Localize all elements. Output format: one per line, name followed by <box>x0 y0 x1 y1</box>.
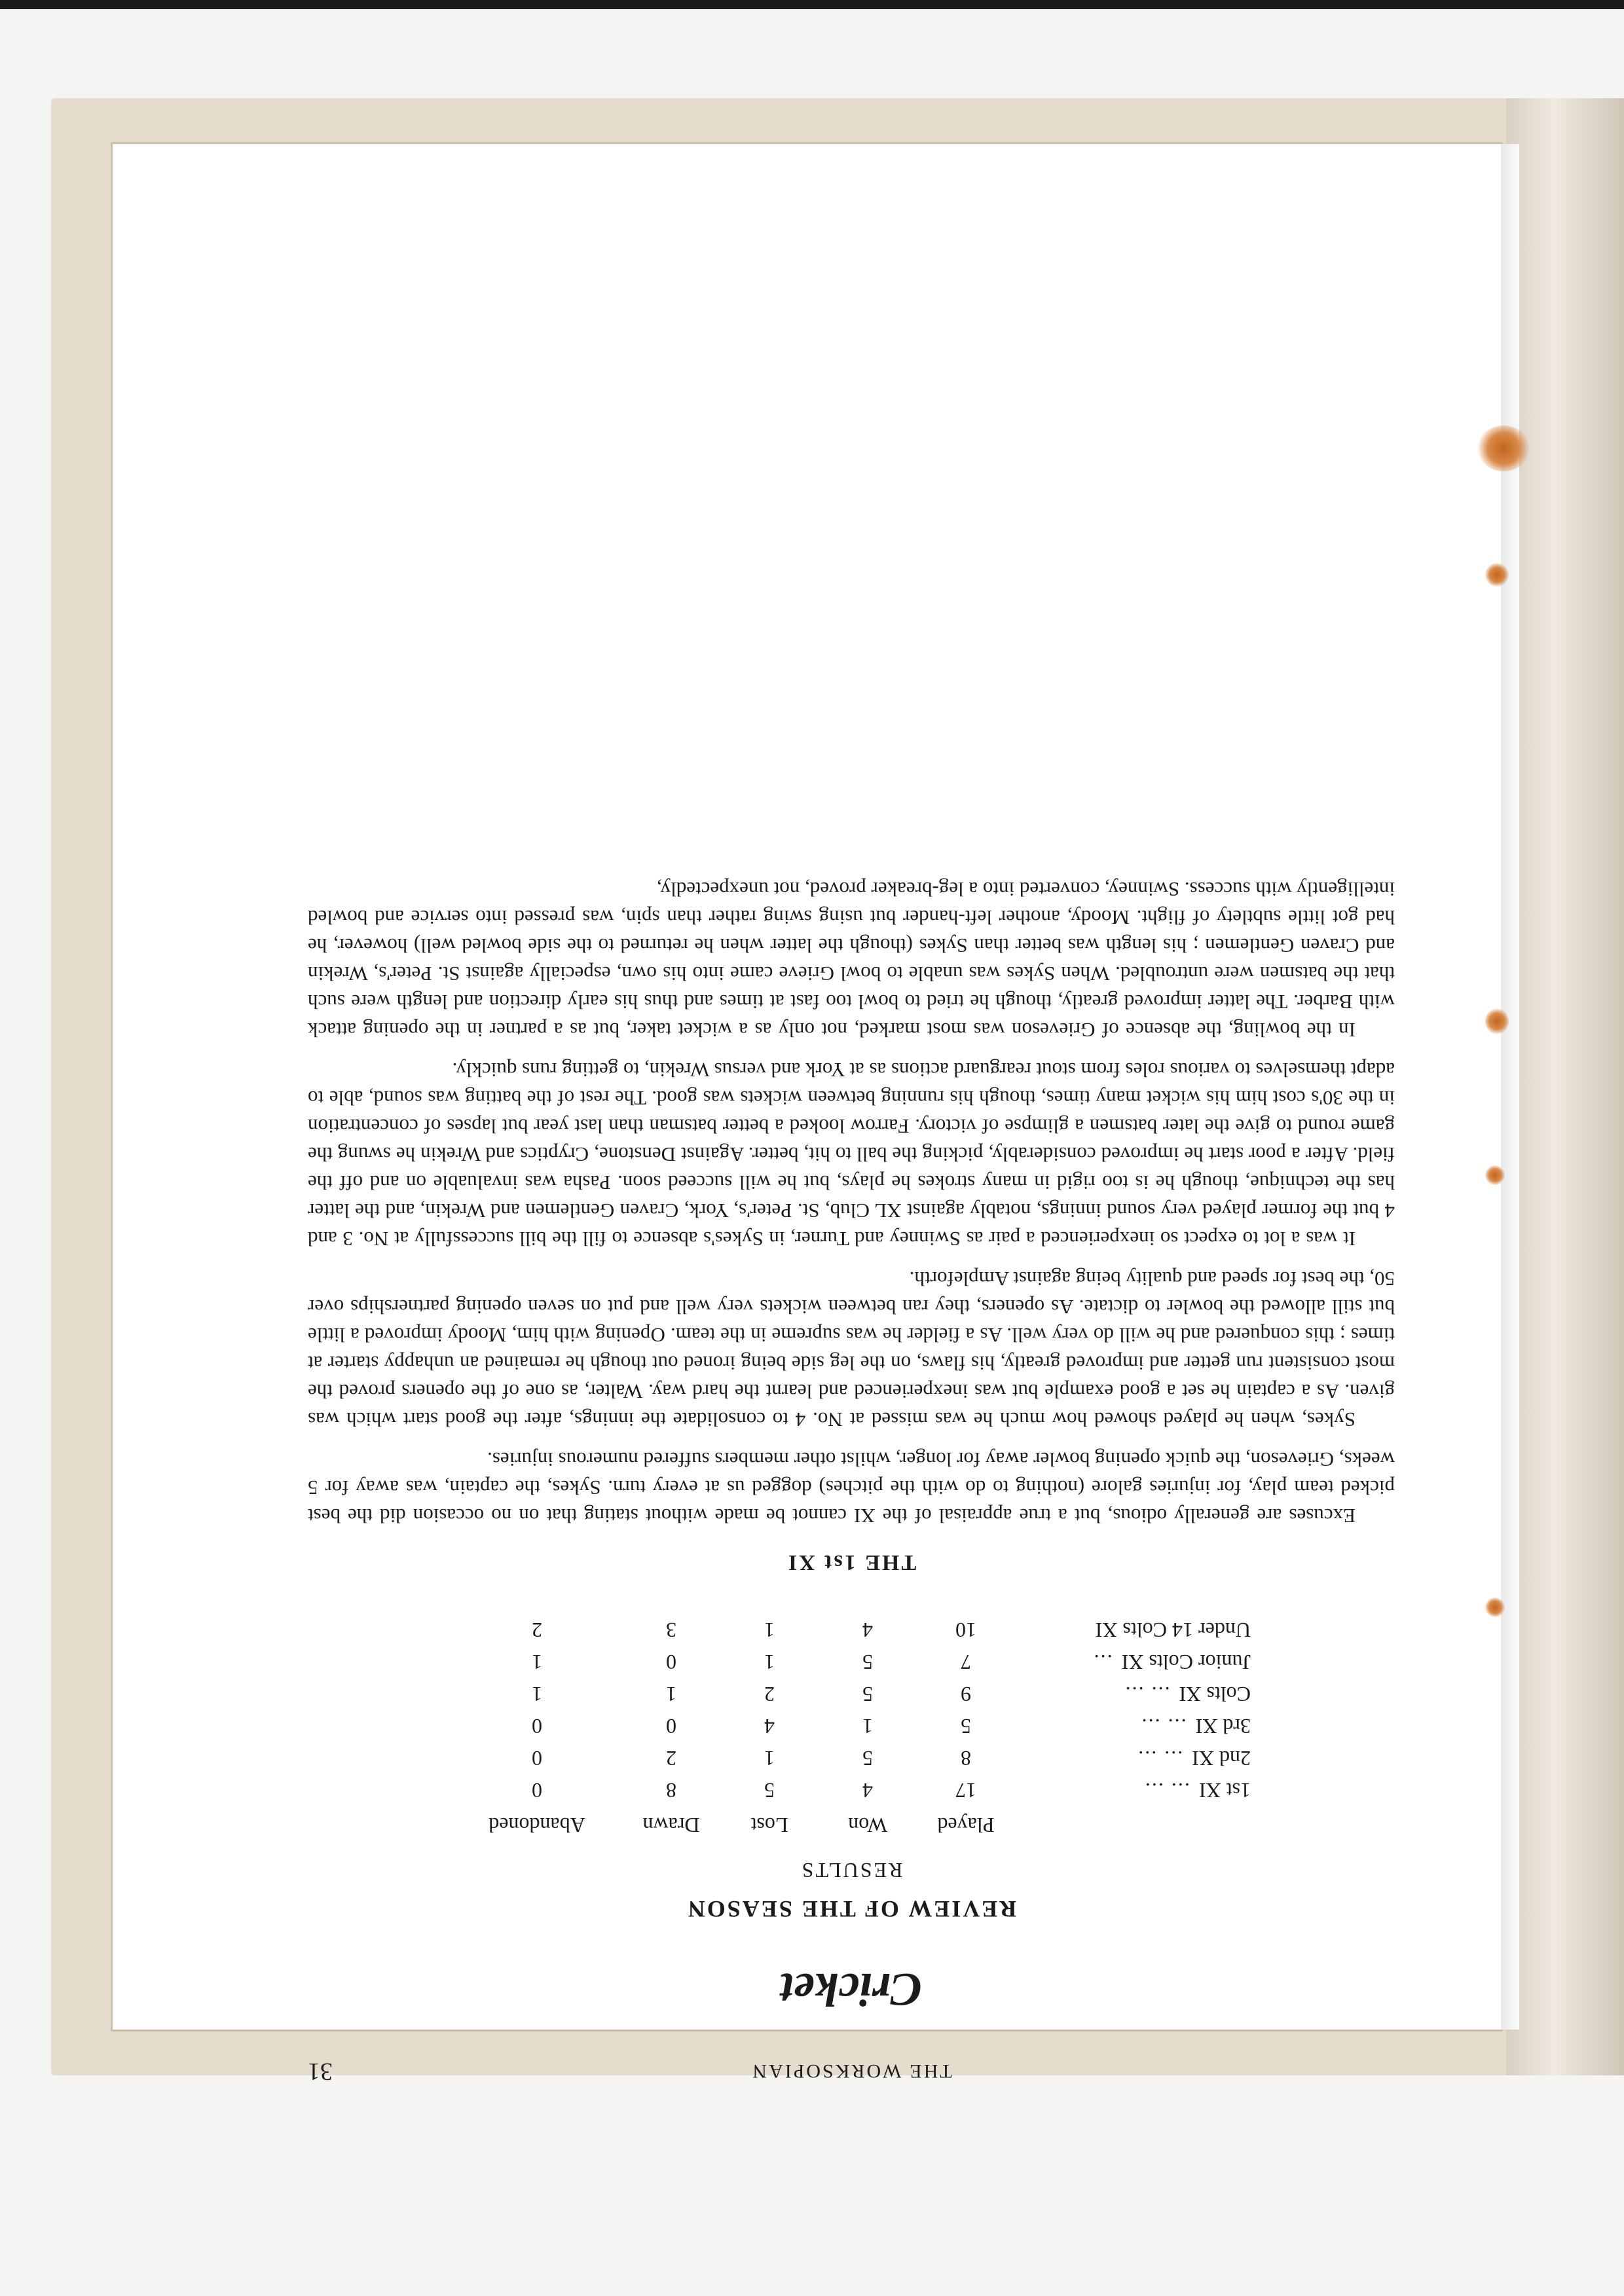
drawn-cell: 0 <box>666 1715 676 1738</box>
drawn-cell: 0 <box>666 1650 676 1674</box>
table-row <box>452 1710 1251 1742</box>
body-paragraph: Sykes, when he played showed how much he was missed at No. 4 to consolidate the innings, after the good start which was given. As a captain he set a good example but was inexperienced and learnt the hard way. Walter, as one of the openers proved the most consistent run getter and improved greatly, his flaws, on the leg side being ironed out though he remained an unhappy starter at times ; this conquered and he will do very well. As a fielder he was supreme in the team. Opening with him, Moody improved a little but still allowed the bowler to dictate. As openers, they ran between wickets very well and put on seven opening partnerships over 50, the best for speed and quality being against Ampleforth. <box>308 1267 1395 1431</box>
results-header-row <box>452 1806 1251 1838</box>
page-number: 31 <box>308 2058 333 2085</box>
won-cell: 5 <box>862 1650 873 1674</box>
column-header: Lost <box>750 1813 788 1837</box>
played-cell: 7 <box>961 1650 971 1674</box>
body-paragraph: It was a lot to expect so inexperienced a pair as Swinney and Turner, in Sykes's absence to fill the bill successfully at No. 3 and 4 but the former played very sound innings, notably against XL Club, St. Peter's, York, Craven Gentlemen and Wrekin, and the latter has the technique, though he is too rigid in many strokes he plays, but he will succeed soon. Pasha was invaluable on and off the field. After a poor start he improved considerably, picking the ball to hit, better. Against Denstone, Cryptics and Wrekin he swung the game round to give the later batsmen a glimpse of victory. Farrow looked a better batsman than last year but lapses of concentration in the 30's cost him his wicket many times, though his running between wickets was good. The rest of the batting was sound, able to adapt themselves to various roles from stout rearguard actions as at York and versus Wrekin, to getting runs quickly. <box>308 1059 1395 1250</box>
abandoned-cell: 0 <box>532 1779 542 1802</box>
abandoned-cell: 0 <box>532 1747 542 1770</box>
won-cell: 4 <box>862 1618 873 1642</box>
column-header: Abandoned <box>489 1813 585 1837</box>
abandoned-cell: 1 <box>532 1650 542 1674</box>
played-cell: 10 <box>955 1618 976 1642</box>
printed-page-upside-down <box>308 367 1395 2085</box>
table-row <box>452 1742 1251 1774</box>
lost-cell: 2 <box>764 1683 775 1706</box>
won-cell: 5 <box>862 1747 873 1770</box>
team-name: Colts XI... ... <box>1124 1683 1251 1706</box>
won-cell: 5 <box>862 1683 873 1706</box>
lost-cell: 5 <box>764 1779 775 1802</box>
played-cell: 9 <box>961 1683 971 1706</box>
played-cell: 8 <box>961 1747 971 1770</box>
rust-stain <box>1485 1165 1505 1185</box>
running-head <box>308 2043 1395 2085</box>
rust-stain <box>1477 426 1530 471</box>
review-heading: REVIEW OF THE SEASON <box>686 1896 1017 1922</box>
drawn-cell: 1 <box>666 1683 676 1706</box>
rust-stain <box>1485 563 1509 587</box>
played-cell: 17 <box>955 1779 976 1802</box>
rust-stain <box>1485 1597 1505 1617</box>
team-name: Junior Colts XI... <box>1092 1650 1251 1674</box>
column-header: Won <box>848 1813 887 1837</box>
lost-cell: 1 <box>764 1747 775 1770</box>
lost-cell: 1 <box>764 1618 775 1642</box>
team-name: 1st XI... ... <box>1143 1779 1251 1802</box>
scan-top-strip <box>0 0 1624 9</box>
played-cell: 5 <box>961 1715 971 1738</box>
body-paragraph: Excuses are generally odious, but a true appraisal of the XI cannot be made without stating that on no occasion did the best picked team play, for injuries galore (nothing to do with the pitches) dogged us at every turn. Sykes, the captain, was away for 5 weeks, Grieveson, the quick opening bowler away for longer, whilst other members suffered numerous injuries. <box>308 1448 1395 1527</box>
abandoned-cell: 2 <box>532 1618 542 1642</box>
book-cover-edge <box>1506 98 1624 2075</box>
rust-stain <box>1485 1008 1509 1034</box>
journal-name: THE WORKSOPIAN <box>750 2060 952 2082</box>
body-paragraph: In the bowling, the absence of Grieveson was most marked, not only as a wicket taker, but as a partner in the opening attack with Barber. The latter improved greatly, though he tried to bowl too fast at times and thus his early direction and length were such that the batsmen were untroubled. When Sykes was unable to bowl Grieve came into his own, especially against St. Peter's, Wrekin and Craven Gentlemen ; his length was better than Sykes (though the latter when he returned to the side bowled well) however, he had got little subtlety of flight. Moody, another left-hander but using swing rather than spin, was pressed into service and bowled intelligently with success. Swinney, converted into a leg-breaker proved, not unexpectedly, <box>308 878 1395 1042</box>
results-table <box>452 1614 1251 1838</box>
won-cell: 1 <box>862 1715 873 1738</box>
drawn-cell: 2 <box>666 1747 676 1770</box>
drawn-cell: 8 <box>666 1779 676 1802</box>
abandoned-cell: 1 <box>532 1683 542 1706</box>
table-row <box>452 1646 1251 1678</box>
table-row <box>452 1614 1251 1646</box>
team-name: Under 14 Colts XI <box>1095 1618 1251 1642</box>
team-name: 3rd XI... ... <box>1140 1715 1251 1738</box>
first-xi-heading: THE 1st XI <box>786 1550 917 1575</box>
lost-cell: 4 <box>764 1715 775 1738</box>
table-row <box>452 1678 1251 1710</box>
team-column-header <box>1015 1806 1251 1838</box>
table-row <box>452 1774 1251 1806</box>
won-cell: 4 <box>862 1779 873 1802</box>
team-name: 2nd XI... ... <box>1137 1747 1251 1770</box>
section-title: Cricket <box>781 1963 922 2016</box>
drawn-cell: 3 <box>666 1618 676 1642</box>
abandoned-cell: 0 <box>532 1715 542 1738</box>
column-header: Drawn <box>642 1813 700 1837</box>
results-heading: RESULTS <box>800 1859 903 1882</box>
column-header: Played <box>937 1813 995 1837</box>
lost-cell: 1 <box>764 1650 775 1674</box>
